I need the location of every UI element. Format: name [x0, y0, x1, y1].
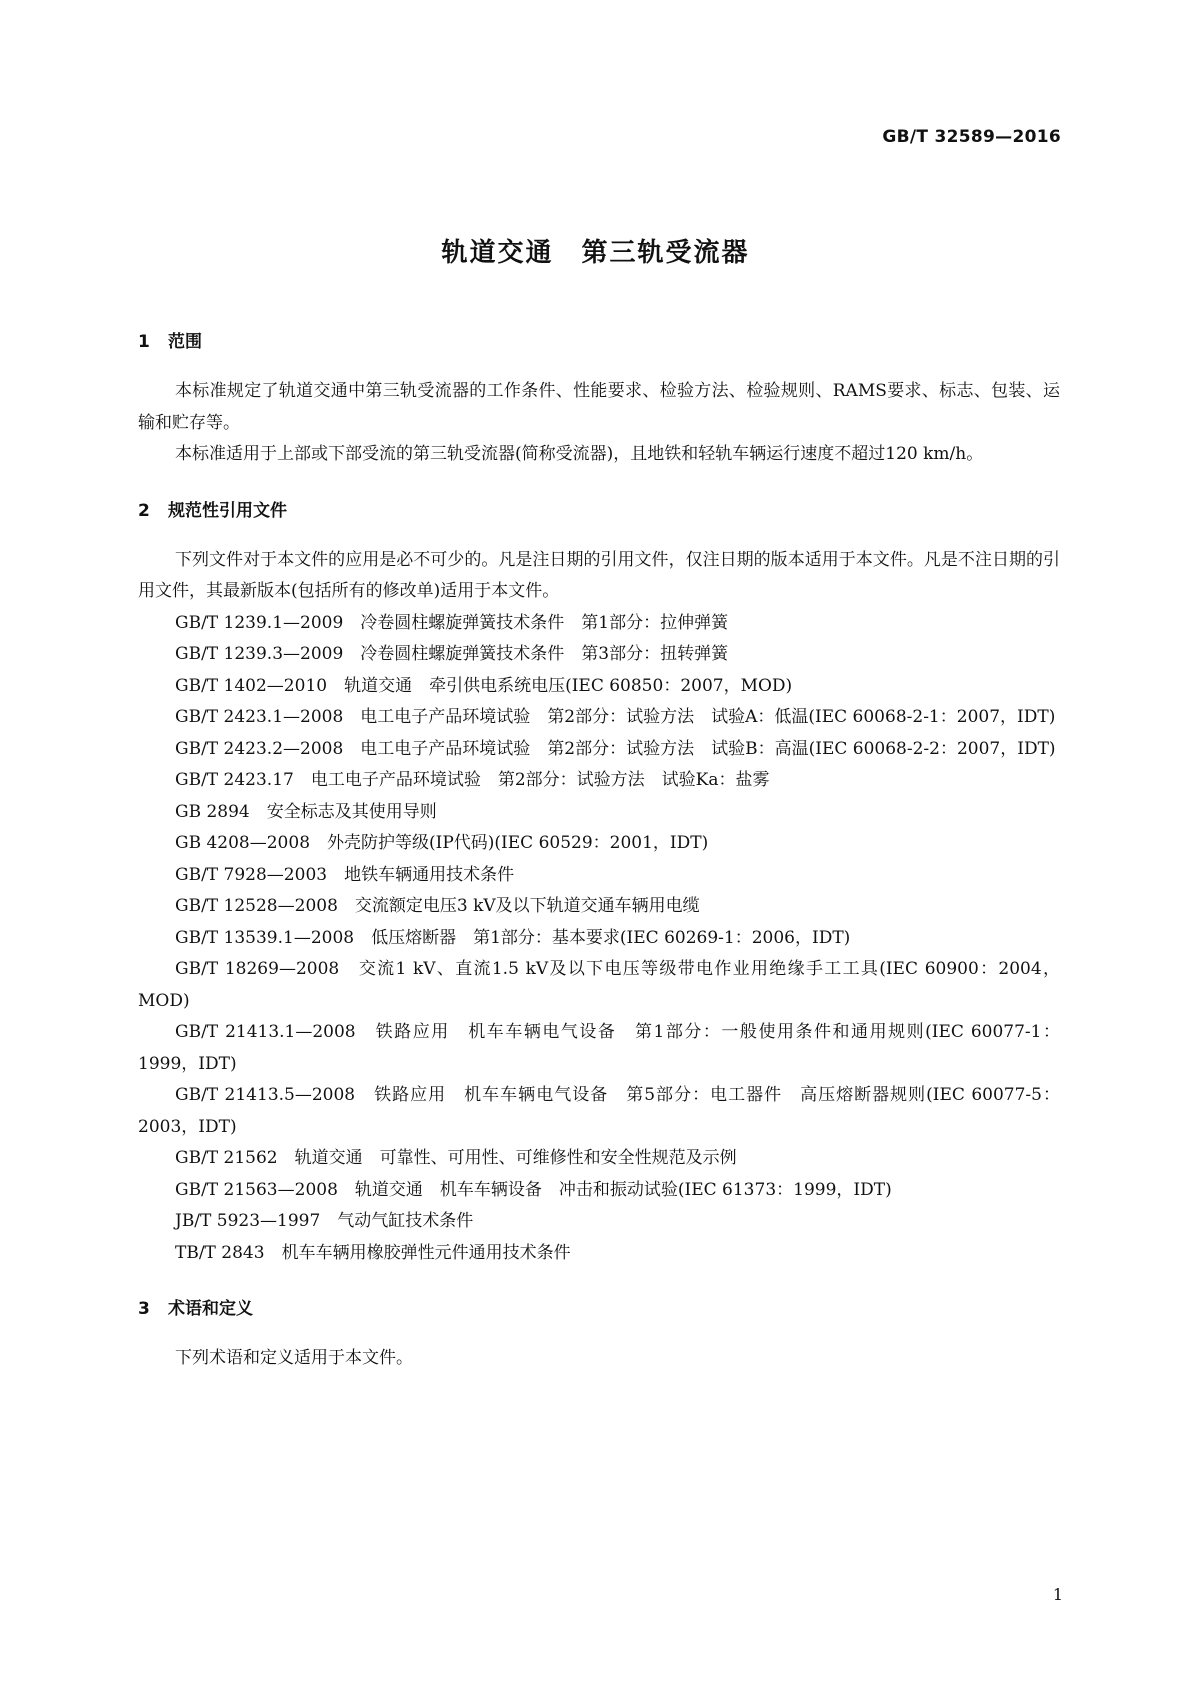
reference-item: GB/T 12528—2008 交流额定电压3 kV及以下轨道交通车辆用电缆	[175, 896, 700, 916]
standard-code: GB/T 32589—2016	[882, 127, 1061, 147]
reference-item: GB/T 7928—2003 地铁车辆通用技术条件	[175, 864, 515, 885]
section-number: 3	[138, 1299, 150, 1319]
reference-item: GB/T 2423.1—2008 电工电子产品环境试验 第2部分：试验方法 试验A：低温(IEC 60068-2-1：2007，IDT)	[175, 707, 1056, 727]
reference-item: GB/T 21563—2008 轨道交通 机车车辆设备 冲击和振动试验(IEC 61373：1999，IDT)	[175, 1179, 892, 1200]
section-title: 规范性引用文件	[168, 500, 287, 521]
reference-item: GB/T 21562 轨道交通 可靠性、可用性、可维修性和安全性规范及示例	[175, 1148, 737, 1168]
reference-item: GB/T 1402—2010 轨道交通 牵引供电系统电压(IEC 60850：2007，MOD)	[175, 675, 793, 696]
reference-item: GB 2894 安全标志及其使用导则	[175, 801, 437, 822]
paragraph: 下列文件对于本文件的应用是必不可少的。凡是注日期的引用文件，仅注日期的版本适用于本文件。凡是不注日期的引用文件，其最新版本(包括所有的修改单)适用于本文件。	[138, 549, 1060, 601]
paragraph: 本标准适用于上部或下部受流的第三轨受流器(简称受流器)，且地铁和轻轨车辆运行速度不超过120 km/h。	[175, 444, 984, 464]
reference-item: GB/T 1239.1—2009 冷卷圆柱螺旋弹簧技术条件 第1部分：拉伸弹簧	[175, 612, 729, 633]
section-number: 2	[138, 500, 150, 521]
section-heading-terms-definitions	[138, 1297, 1060, 1321]
reference-item: GB/T 13539.1—2008 低压熔断器 第1部分：基本要求(IEC 60269-1：2006，IDT)	[175, 927, 851, 948]
section-heading-normative-references	[138, 499, 1060, 523]
section-heading-scope	[138, 330, 1060, 354]
reference-item: GB 4208—2008 外壳防护等级(IP代码)(IEC 60529：2001，IDT)	[175, 833, 709, 853]
reference-item: TB/T 2843 机车车辆用橡胶弹性元件通用技术条件	[175, 1242, 571, 1263]
reference-item: JB/T 5923—1997 气动气缸技术条件	[175, 1211, 474, 1231]
paragraph: 本标准规定了轨道交通中第三轨受流器的工作条件、性能要求、检验方法、检验规则、RAMS要求、标志、包装、运输和贮存等。	[138, 381, 1060, 433]
reference-item: GB/T 2423.2—2008 电工电子产品环境试验 第2部分：试验方法 试验B：高温(IEC 60068-2-2：2007，IDT)	[175, 738, 1056, 759]
reference-item: GB/T 21413.1—2008 铁路应用 机车车辆电气设备 第1部分：一般使用条件和通用规则(IEC 60077-1：1999，IDT)	[138, 1022, 1060, 1074]
section-title: 术语和定义	[168, 1299, 253, 1319]
document-body	[138, 330, 1060, 1375]
reference-item: GB/T 21413.5—2008 铁路应用 机车车辆电气设备 第5部分：电工器件 高压熔断器规则(IEC 60077-5：2003，IDT)	[138, 1085, 1060, 1137]
section-title: 范围	[168, 332, 202, 352]
reference-item: GB/T 2423.17 电工电子产品环境试验 第2部分：试验方法 试验Ka：盐雾	[175, 770, 770, 790]
paragraph: 下列术语和定义适用于本文件。	[175, 1348, 413, 1368]
document-title: 轨道交通 第三轨受流器	[441, 238, 750, 268]
reference-item: GB/T 1239.3—2009 冷卷圆柱螺旋弹簧技术条件 第3部分：扭转弹簧	[175, 644, 729, 664]
reference-list	[138, 608, 1060, 1270]
reference-item: GB/T 18269—2008 交流1 kV、直流1.5 kV及以下电压等级带电作业用绝缘手工工具(IEC 60900：2004，MOD)	[138, 959, 1060, 1011]
section-number: 1	[138, 332, 150, 352]
page-number: 1	[1052, 1585, 1063, 1604]
